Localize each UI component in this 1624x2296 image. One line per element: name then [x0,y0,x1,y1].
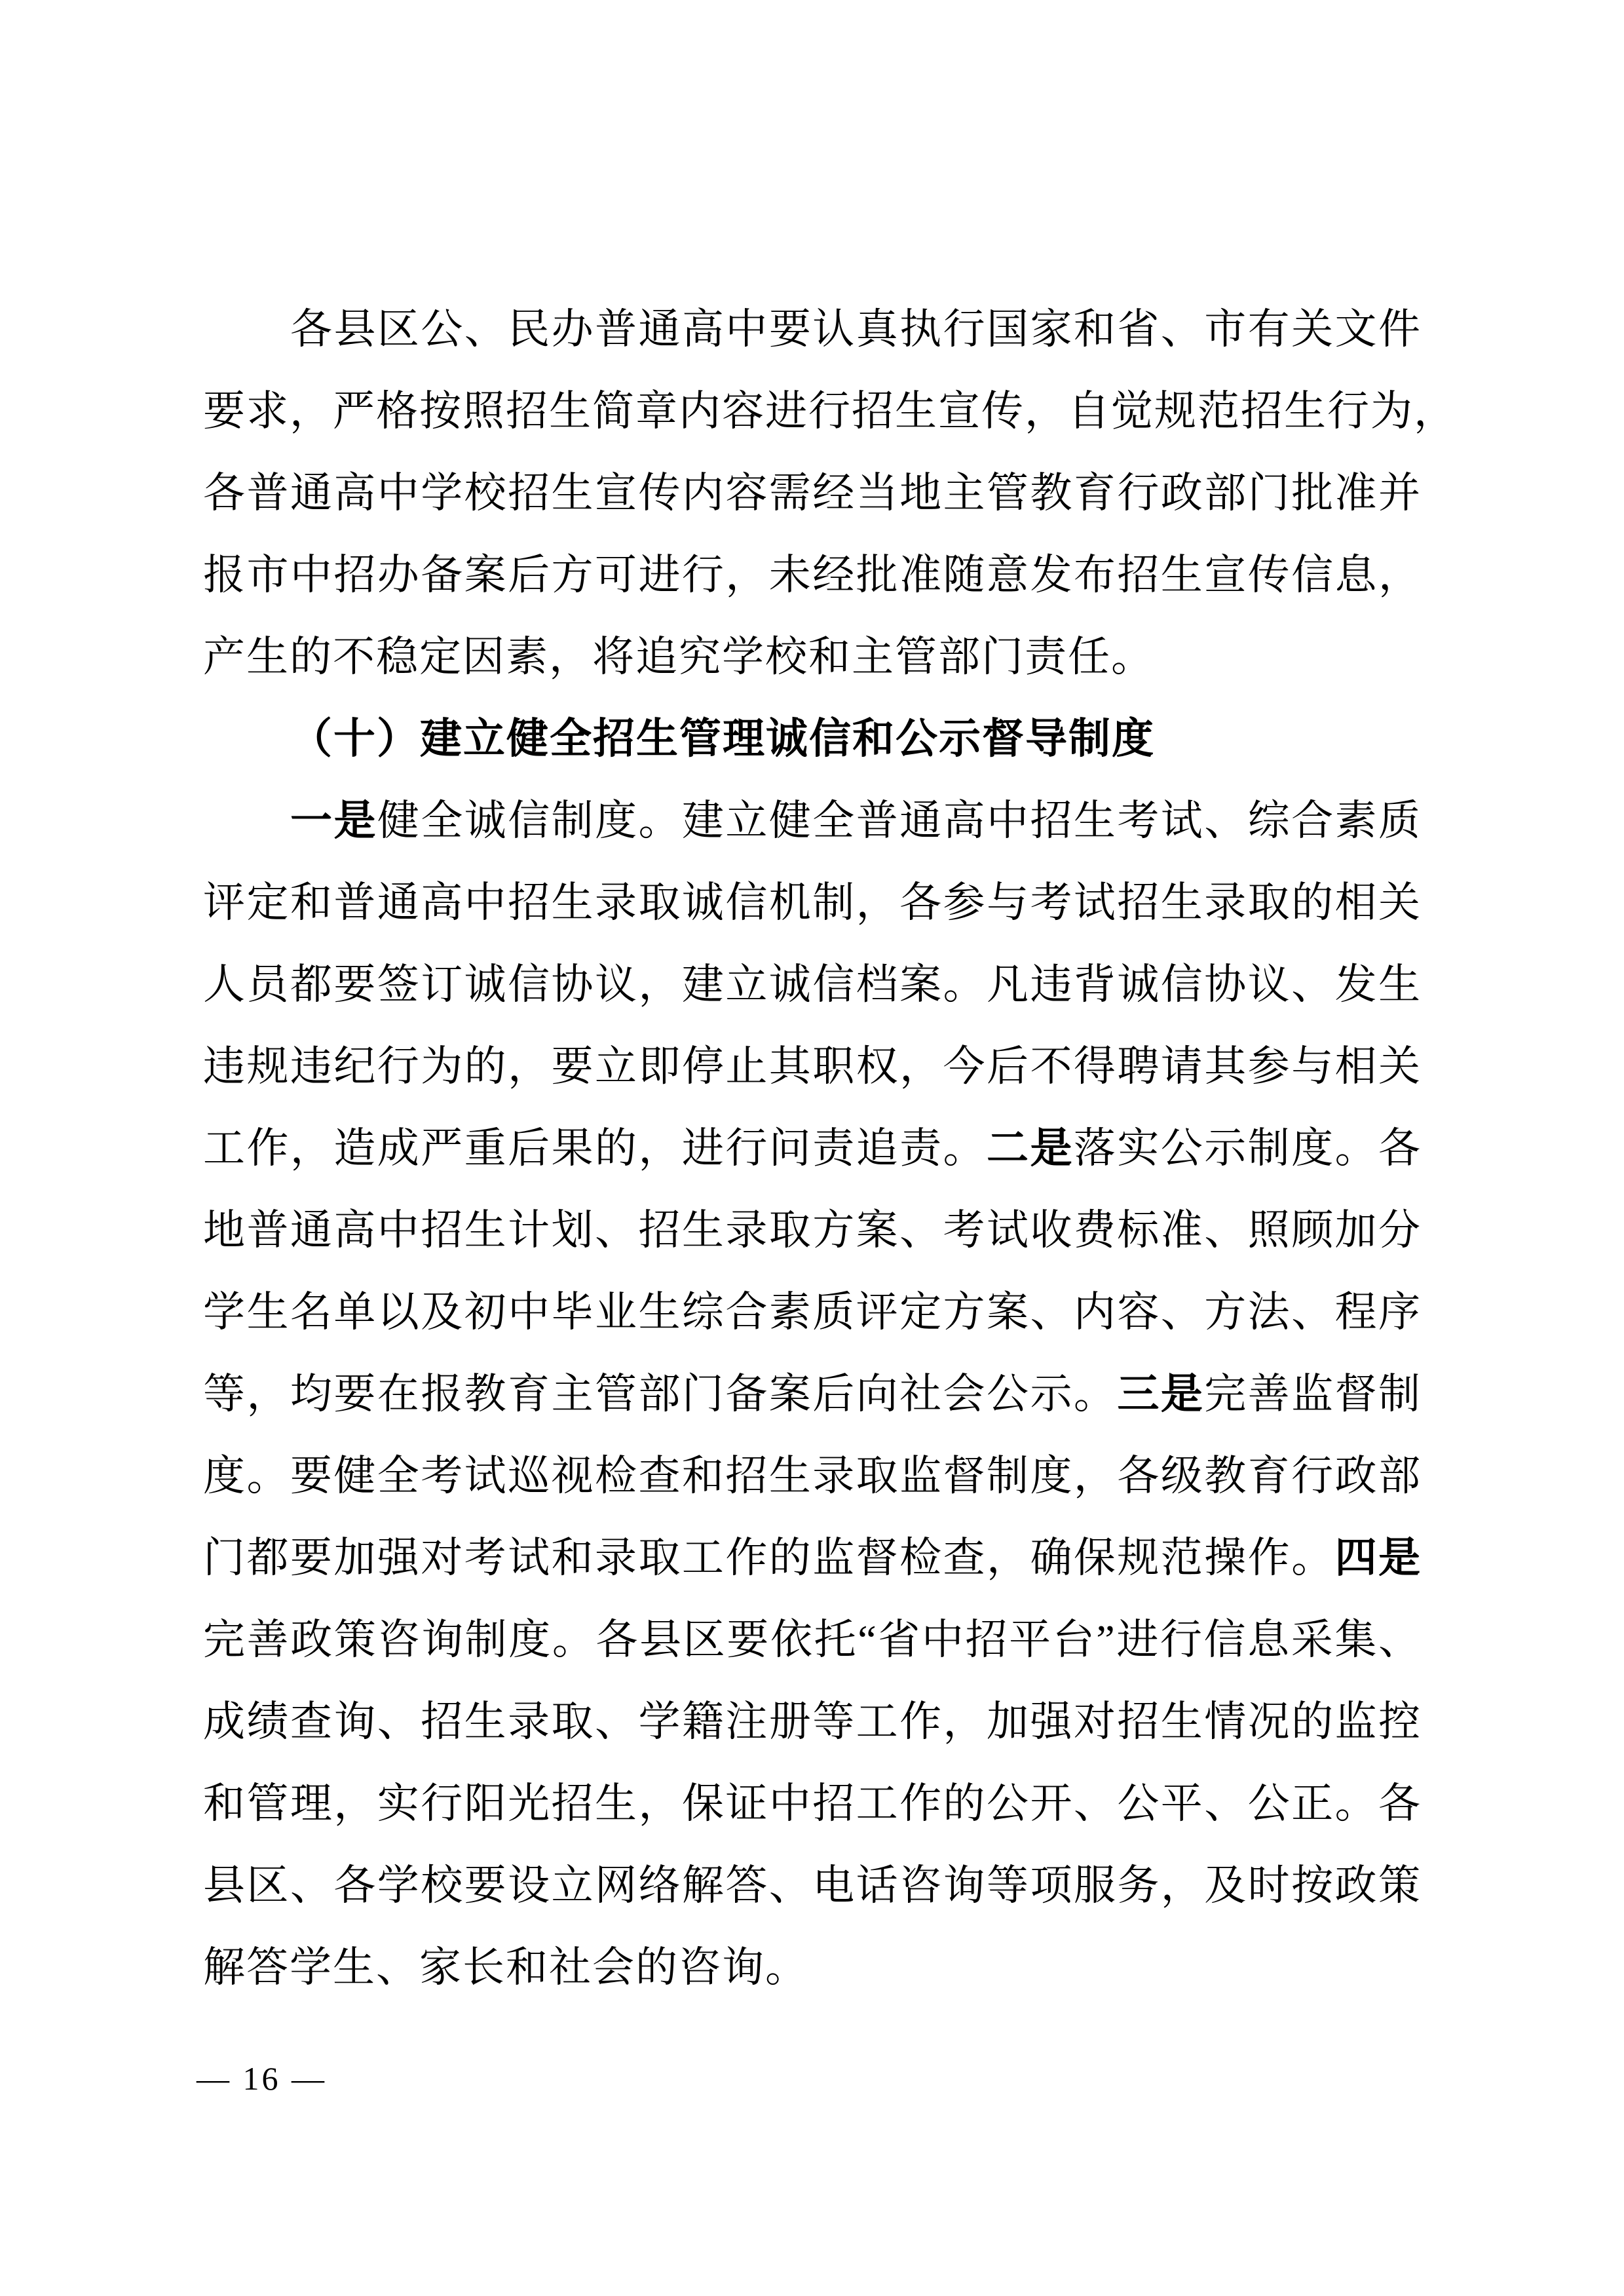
text-segment: 违规违纪行为的，要立即停止其职权，今后不得聘请其参与相关 [203,1043,1422,1090]
text-segment: 等，均要在报教育主管部门备案后向社会公示。 [203,1371,1118,1417]
text-line [203,780,1422,862]
text-segment: 各县区公、民办普通高中要认真执行国家和省、市有关文件 [290,306,1422,353]
text-line [203,862,1422,944]
text-line [203,1763,1422,1845]
text-line [203,1926,1422,2008]
text-line [203,370,1457,452]
text-segment: 评定和普通高中招生录取诚信机制，各参与考试招生录取的相关 [203,879,1422,926]
text-segment: 各普通高中学校招生宣传内容需经当地主管教育行政部门批准并 [203,470,1422,516]
text-segment: 报市中招办备案后方可进行，未经批准随意发布招生宣传信息， [203,552,1422,598]
text-segment-bold: 四是 [1334,1535,1422,1581]
text-line [203,1189,1422,1271]
text-line [203,1271,1422,1353]
text-segment: 完善监督制 [1204,1371,1422,1417]
text-line [203,534,1422,616]
text-segment: 工作，造成严重后果的，进行问责追责。 [203,1125,987,1172]
text-segment: 成绩查询、招生录取、学籍注册等工作，加强对招生情况的监控 [203,1698,1422,1745]
text-segment: 学生名单以及初中毕业生综合素质评定方案、内容、方法、程序 [203,1289,1422,1335]
text-segment: 地普通高中招生计划、招生录取方案、考试收费标准、照顾加分 [203,1207,1422,1253]
text-segment: 健全诚信制度。建立健全普通高中招生考试、综合素质 [377,797,1422,844]
text-line [203,452,1422,534]
text-line [203,1681,1422,1763]
text-segment: 完善政策咨询制度。各县区要依托“省中招平台”进行信息采集、 [203,1617,1422,1663]
text-segment: 产生的不稳定因素，将追究学校和主管部门责任。 [203,634,1154,680]
section-heading-line [203,698,1422,780]
text-segment: 县区、各学校要设立网络解答、电话咨询等项服务，及时按政策 [203,1862,1422,1909]
text-segment-bold: 一是 [290,797,377,844]
text-segment: 落实公示制度。各 [1073,1125,1422,1172]
text-line [203,1517,1422,1599]
text-segment-bold: 二是 [987,1125,1074,1172]
text-segment: 门都要加强对考试和录取工作的监督检查，确保规范操作。 [203,1535,1335,1581]
text-segment-bold: （十）建立健全招生管理诚信和公示督导制度 [290,716,1155,762]
text-line [203,1107,1422,1189]
text-line [203,1435,1422,1517]
text-line [203,616,1422,698]
text-segment: 和管理，实行阳光招生，保证中招工作的公开、公平、公正。各 [203,1780,1422,1827]
text-segment: 解答学生、家长和社会的咨询。 [203,1944,808,1991]
text-segment: 人员都要签订诚信协议，建立诚信档案。凡违背诚信协议、发生 [203,961,1422,1008]
text-line [203,944,1422,1025]
text-line [203,288,1422,370]
page-number: — 16 — [197,2060,327,2097]
text-line [203,1025,1422,1107]
text-segment: 度。要健全考试巡视检查和招生录取监督制度，各级教育行政部 [203,1453,1422,1499]
text-line [203,1353,1422,1435]
text-line [203,1599,1422,1681]
text-segment: 要求，严格按照招生简章内容进行招生宣传，自觉规范招生行为， [203,388,1457,434]
document-body [203,288,1457,2008]
text-segment-bold: 三是 [1117,1371,1205,1417]
text-line [203,1845,1422,1926]
